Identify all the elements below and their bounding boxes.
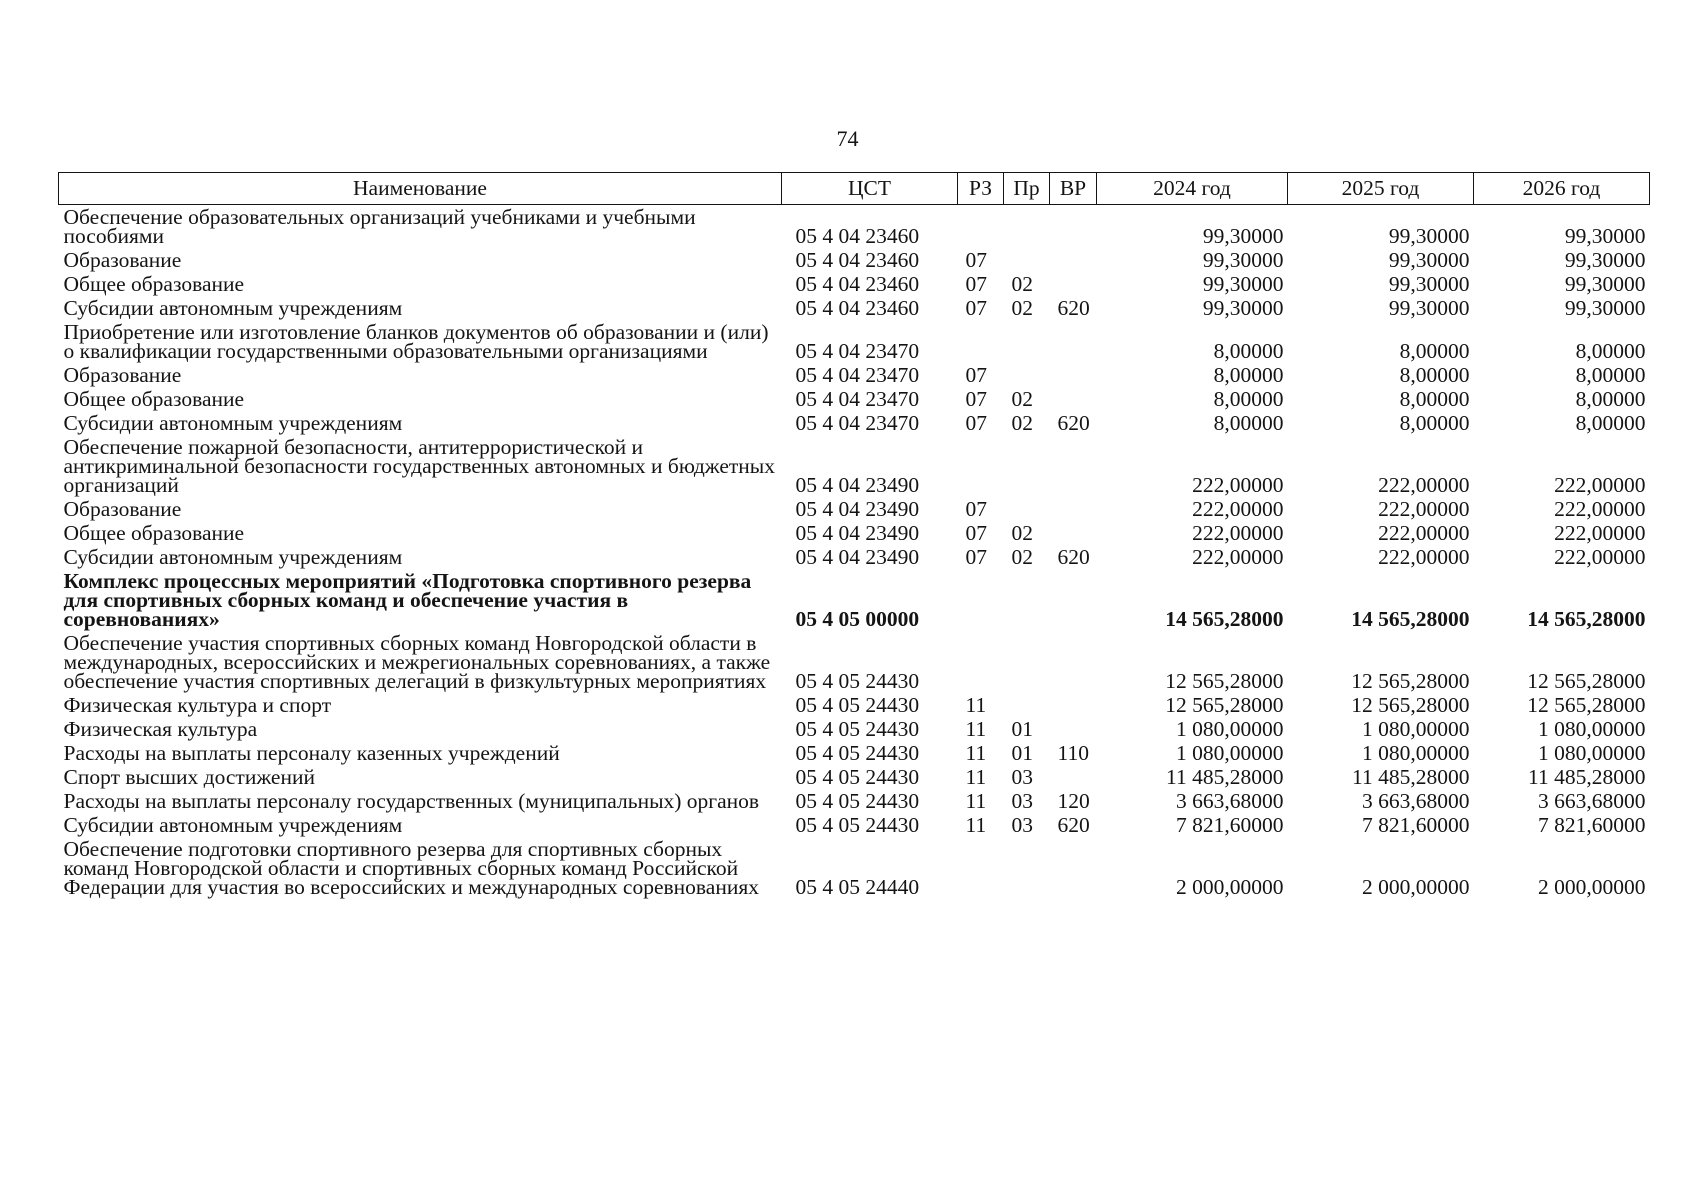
row-2025: 2 000,00000 [1362,875,1470,899]
row-pr: 02 [1011,272,1033,296]
table-row [59,272,1650,296]
row-cst: 05 4 04 23470 [795,339,920,363]
header-2026: 2026 год [1474,173,1650,205]
row-rz: 07 [965,296,987,320]
row-rz [958,435,1004,497]
row-2024: 222,00000 [1192,521,1284,545]
table-row [59,569,1650,631]
row-2024: 222,00000 [1192,473,1284,497]
row-2026: 8,00000 [1575,387,1646,411]
row-2024: 8,00000 [1213,387,1284,411]
row-2024: 14 565,28000 [1165,607,1284,631]
row-pr [1004,837,1050,899]
row-2026: 99,30000 [1564,272,1646,296]
row-cst: 05 4 04 23470 [795,363,920,387]
row-name: Субсидии автономным учреждениям [63,411,403,435]
table-row [59,741,1650,765]
row-pr: 02 [1011,545,1033,569]
row-rz: 11 [965,765,987,789]
row-pr [1004,435,1050,497]
table-row [59,545,1650,569]
table-row [59,248,1650,272]
row-vr: 620 [1057,296,1090,320]
row-2025: 1 080,00000 [1362,717,1470,741]
row-cst: 05 4 04 23460 [795,248,920,272]
row-vr [1050,837,1097,899]
row-2024: 12 565,28000 [1165,669,1284,693]
row-pr: 03 [1011,789,1033,813]
row-vr [1050,693,1097,717]
row-vr [1050,521,1097,545]
header-cst: ЦСТ [782,173,958,205]
row-2024: 99,30000 [1202,248,1284,272]
row-pr [1004,363,1050,387]
row-name: Субсидии автономным учреждениям [63,813,403,837]
row-2024: 8,00000 [1213,363,1284,387]
row-pr: 02 [1011,296,1033,320]
row-2025: 12 565,28000 [1351,693,1470,717]
row-name: Общее образование [63,521,245,545]
row-cst: 05 4 04 23490 [795,473,920,497]
row-vr [1050,569,1097,631]
row-cst: 05 4 05 24430 [795,765,920,789]
row-2026: 99,30000 [1564,224,1646,248]
row-rz: 07 [965,411,987,435]
table-row [59,296,1650,320]
row-vr: 620 [1057,411,1090,435]
table-row [59,693,1650,717]
table-row [59,387,1650,411]
row-cst: 05 4 05 24430 [795,669,920,693]
row-rz: 07 [965,497,987,521]
table-row [59,497,1650,521]
row-rz [958,631,1004,693]
row-rz: 11 [965,789,987,813]
table-body [59,205,1650,900]
row-name: Расходы на выплаты персоналу казенных учреждений [63,741,560,765]
row-pr [1004,205,1050,249]
row-vr [1050,387,1097,411]
table-row [59,813,1650,837]
row-pr [1004,497,1050,521]
row-cst: 05 4 04 23460 [795,224,920,248]
row-2025: 8,00000 [1399,363,1470,387]
row-pr: 02 [1011,521,1033,545]
row-rz: 11 [965,693,987,717]
header-vr: ВР [1050,173,1097,205]
row-2025: 7 821,60000 [1362,813,1470,837]
row-2026: 8,00000 [1575,363,1646,387]
row-2025: 3 663,68000 [1362,789,1470,813]
header-pr: Пр [1004,173,1050,205]
row-2024: 1 080,00000 [1176,717,1284,741]
row-2025: 222,00000 [1378,497,1470,521]
row-2026: 8,00000 [1575,411,1646,435]
row-2025: 99,30000 [1388,272,1470,296]
row-2025: 99,30000 [1388,296,1470,320]
row-pr: 03 [1011,765,1033,789]
table-row [59,631,1650,693]
row-rz [958,320,1004,363]
row-pr [1004,631,1050,693]
row-cst: 05 4 05 24430 [795,717,920,741]
row-vr: 110 [1057,741,1089,765]
row-vr [1050,205,1097,249]
table-row [59,717,1650,741]
row-name: Физическая культура и спорт [63,693,332,717]
budget-table [58,172,1650,899]
row-rz [958,569,1004,631]
row-name: Образование [63,497,182,521]
row-2026: 3 663,68000 [1538,789,1646,813]
row-cst: 05 4 04 23470 [795,411,920,435]
row-cst: 05 4 05 24430 [795,813,920,837]
row-rz: 07 [965,545,987,569]
row-name: Приобретение или изготовление бланков документов об образовании и (или) о квалификации государственными образовательными организациями [63,320,769,363]
row-name: Субсидии автономным учреждениям [63,296,403,320]
row-name: Субсидии автономным учреждениям [63,545,403,569]
row-2025: 222,00000 [1378,545,1470,569]
row-cst: 05 4 05 24430 [795,741,920,765]
row-2026: 1 080,00000 [1538,717,1646,741]
table-header-row [59,173,1650,205]
row-cst: 05 4 04 23490 [795,497,920,521]
row-2026: 222,00000 [1554,473,1646,497]
row-2024: 8,00000 [1213,339,1284,363]
header-rz: РЗ [958,173,1004,205]
row-name: Обеспечение пожарной безопасности, антитеррористической и антикриминальной безопасности государственных автономных и бюджетных организаций [63,435,775,497]
row-rz [958,837,1004,899]
row-2026: 99,30000 [1564,248,1646,272]
page-number: 74 [836,126,859,151]
row-cst: 05 4 04 23460 [795,296,920,320]
row-2024: 99,30000 [1202,296,1284,320]
row-rz: 11 [965,813,987,837]
row-2024: 3 663,68000 [1176,789,1284,813]
row-rz: 07 [965,387,987,411]
row-pr: 01 [1011,741,1033,765]
row-name: Образование [63,248,182,272]
table-row [59,320,1650,363]
row-name: Спорт высших достижений [63,765,315,789]
row-2026: 99,30000 [1564,296,1646,320]
row-2024: 12 565,28000 [1165,693,1284,717]
row-name: Обеспечение подготовки спортивного резерва для спортивных сборных команд Новгородской области и спортивных сборных команд Российской Федерации для участия во всероссийских и международных соревнованиях [63,837,759,899]
row-vr [1050,717,1097,741]
row-2024: 99,30000 [1202,272,1284,296]
row-name: Комплекс процессных мероприятий «Подготовка спортивного резерва для спортивных сборных команд и обеспечение участия в соревнованиях» [63,569,752,631]
row-name: Обеспечение участия спортивных сборных команд Новгородской области в международных, всероссийских и межрегиональных соревнованиях, а также обеспечение участия спортивных делегаций в физкультурных мероприятиях [63,631,771,693]
row-vr [1050,497,1097,521]
row-2024: 99,30000 [1202,224,1284,248]
row-2025: 11 485,28000 [1352,765,1470,789]
table-row [59,435,1650,497]
row-2024: 2 000,00000 [1176,875,1284,899]
row-pr [1004,248,1050,272]
table-row [59,765,1650,789]
row-2026: 222,00000 [1554,545,1646,569]
table-row [59,521,1650,545]
row-2025: 14 565,28000 [1351,607,1470,631]
row-vr [1050,765,1097,789]
row-pr: 03 [1011,813,1033,837]
row-2025: 1 080,00000 [1362,741,1470,765]
row-cst: 05 4 05 24440 [795,875,920,899]
table-row [59,837,1650,899]
row-cst: 05 4 04 23490 [795,545,920,569]
row-vr [1050,631,1097,693]
row-2026: 12 565,28000 [1527,693,1646,717]
row-pr: 02 [1011,387,1033,411]
row-2024: 7 821,60000 [1176,813,1284,837]
row-vr: 620 [1057,545,1090,569]
row-name: Расходы на выплаты персоналу государственных (муниципальных) органов [63,789,760,813]
row-vr [1050,248,1097,272]
row-pr: 01 [1011,717,1033,741]
row-rz: 11 [965,741,987,765]
row-2026: 8,00000 [1575,339,1646,363]
row-pr: 02 [1011,411,1033,435]
row-vr [1050,363,1097,387]
header-name: Наименование [59,173,782,205]
header-2025: 2025 год [1288,173,1474,205]
row-2025: 12 565,28000 [1351,669,1470,693]
row-cst: 05 4 05 24430 [795,693,920,717]
row-2024: 222,00000 [1192,497,1284,521]
header-2024: 2024 год [1097,173,1288,205]
row-vr [1050,272,1097,296]
row-pr [1004,569,1050,631]
row-2025: 8,00000 [1399,339,1470,363]
row-vr [1050,435,1097,497]
row-rz: 07 [965,272,987,296]
row-2026: 12 565,28000 [1527,669,1646,693]
row-cst: 05 4 04 23460 [795,272,920,296]
row-cst: 05 4 05 24430 [795,789,920,813]
row-2026: 7 821,60000 [1538,813,1646,837]
row-2025: 222,00000 [1378,521,1470,545]
row-rz [958,205,1004,249]
row-2024: 11 485,28000 [1166,765,1284,789]
row-cst: 05 4 05 00000 [795,607,920,631]
row-2025: 8,00000 [1399,387,1470,411]
row-2025: 222,00000 [1378,473,1470,497]
table-row [59,205,1650,249]
row-name: Общее образование [63,272,245,296]
table-row [59,789,1650,813]
row-2026: 1 080,00000 [1538,741,1646,765]
row-rz: 07 [965,363,987,387]
row-2026: 14 565,28000 [1527,607,1646,631]
row-2025: 99,30000 [1388,248,1470,272]
row-pr [1004,693,1050,717]
row-vr [1050,320,1097,363]
row-name: Общее образование [63,387,245,411]
row-2026: 222,00000 [1554,521,1646,545]
row-vr: 120 [1057,789,1090,813]
row-2024: 222,00000 [1192,545,1284,569]
row-name: Образование [63,363,182,387]
row-cst: 05 4 04 23490 [795,521,920,545]
row-pr [1004,320,1050,363]
row-2026: 222,00000 [1554,497,1646,521]
row-2024: 8,00000 [1213,411,1284,435]
row-2025: 99,30000 [1388,224,1470,248]
row-2024: 1 080,00000 [1176,741,1284,765]
row-rz: 07 [965,248,987,272]
row-name: Обеспечение образовательных организаций учебниками и учебными пособиями [63,205,696,248]
row-name: Физическая культура [63,717,258,741]
table-row [59,363,1650,387]
row-2025: 8,00000 [1399,411,1470,435]
row-rz: 07 [965,521,987,545]
table-row [59,411,1650,435]
row-rz: 11 [965,717,987,741]
row-2026: 11 485,28000 [1528,765,1646,789]
row-cst: 05 4 04 23470 [795,387,920,411]
row-vr: 620 [1057,813,1090,837]
row-2026: 2 000,00000 [1538,875,1646,899]
